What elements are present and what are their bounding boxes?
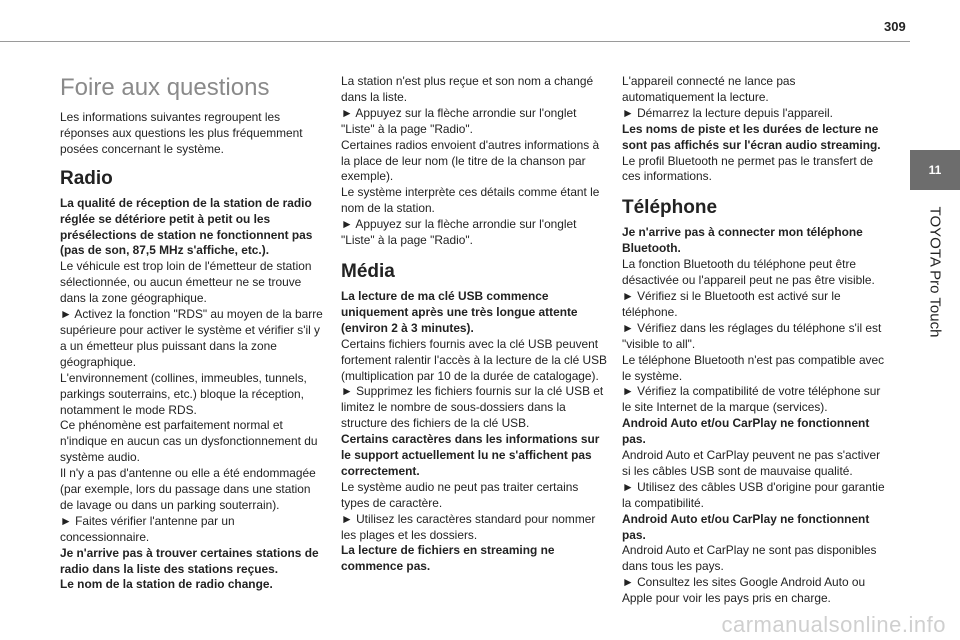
- answer-text: Le téléphone Bluetooth n'est pas compatible avec le système.: [622, 352, 885, 383]
- column-1: [60, 74, 325, 593]
- action-step: ► Utilisez des câbles USB d'origine pour garantie la compatibilité.: [622, 479, 885, 510]
- answer-text: Le véhicule est trop loin de l'émetteur de station sélectionnée, ou aucun émetteur ne se trouve dans la zone géographique.: [60, 259, 312, 306]
- answer-text: Le système interprète ces détails comme étant le nom de la station.: [341, 185, 600, 216]
- answer-text: La fonction Bluetooth du téléphone peut être désactivée ou l'appareil peut ne pas être visible.: [622, 257, 875, 288]
- answer-text: Ce phénomène est parfaitement normal et n'indique en aucun cas un dysfonctionnement du système audio.: [60, 418, 318, 465]
- header-divider: [0, 41, 910, 42]
- action-step: ► Vérifiez la compatibilité de votre téléphone sur le site Internet de la marque (services).: [622, 384, 881, 415]
- action-step: ► Vérifiez dans les réglages du téléphone s'il est "visible to all".: [622, 320, 882, 351]
- question: La qualité de réception de la station de radio réglée se détériore petit à petit ou les présélections de station ne fonctionnent pas (pas de son, 87,5 MHz s'affiche, etc.).: [60, 195, 313, 258]
- answer-text: Certains fichiers fournis avec la clé USB peuvent fortement ralentir l'accès à la lecture de la clé USB (multiplication par 10 de la durée de catalogage).: [341, 336, 607, 383]
- chapter-label: TOYOTA Pro Touch: [926, 206, 944, 338]
- question: Android Auto et/ou CarPlay ne fonctionnent pas.: [622, 416, 870, 447]
- action-step: ► Consultez les sites Google Android Auto ou Apple pour voir les pays pris en charge.: [622, 575, 866, 606]
- action-step: ► Activez la fonction "RDS" au moyen de la barre supérieure pour activer le système et vérifier s'il y a un émetteur plus puissant dans la zone géographique.: [60, 307, 323, 369]
- answer-text: L'appareil connecté ne lance pas automatiquement la lecture.: [622, 74, 796, 104]
- answer-text: Le profil Bluetooth ne permet pas le transfert de ces informations.: [622, 153, 874, 184]
- action-step: ► Supprimez les fichiers fournis sur la clé USB et limitez le nombre de sous-dossiers dans la structure des fichiers de la clé USB.: [341, 384, 604, 431]
- section-heading-telephone: Téléphone: [622, 197, 718, 219]
- question: Je n'arrive pas à trouver certaines stations de radio dans la liste des stations reçues.: [60, 545, 319, 576]
- section-heading-media: Média: [341, 260, 395, 282]
- section-heading-radio: Radio: [60, 167, 113, 189]
- question: Les noms de piste et les durées de lecture ne sont pas affichés sur l'écran audio streaming.: [622, 121, 881, 152]
- question: La lecture de fichiers en streaming ne commence pas.: [341, 543, 555, 574]
- answer-text: La station n'est plus reçue et son nom a changé dans la liste.: [341, 74, 594, 104]
- answer-text: Il n'y a pas d'antenne ou elle a été endommagée (par exemple, lors du passage dans une station de lavage ou dans un parking souterrain).: [60, 466, 316, 512]
- question: Android Auto et/ou CarPlay ne fonctionnent pas.: [622, 511, 870, 542]
- action-step: ► Faites vérifier l'antenne par un concessionnaire.: [60, 513, 235, 544]
- chapter-tab: 11: [910, 150, 960, 190]
- intro-paragraph: Les informations suivantes regroupent les réponses aux questions les plus fréquemment posées concernant le système.: [60, 110, 303, 156]
- action-step: ► Démarrez la lecture depuis l'appareil.: [622, 105, 833, 120]
- watermark: carmanualsonline.info: [721, 612, 946, 637]
- action-step: ► Appuyez sur la flèche arrondie sur l'onglet "Liste" à la page "Radio".: [341, 217, 577, 248]
- question: La lecture de ma clé USB commence uniquement après une très longue attente (environ 2 à 3 minutes).: [341, 288, 578, 335]
- answer-text: Android Auto et CarPlay ne sont pas disponibles dans tous les pays.: [622, 543, 877, 574]
- answer-text: Certaines radios envoient d'autres informations à la place de leur nom (le titre de la chanson par exemple).: [341, 137, 600, 184]
- action-step: ► Vérifiez si le Bluetooth est activé sur le téléphone.: [622, 288, 841, 319]
- question: Je n'arrive pas à connecter mon téléphone Bluetooth.: [622, 225, 863, 256]
- question: Certains caractères dans les informations sur le support actuellement lu ne s'affichent pas correctement.: [341, 432, 600, 478]
- answer-text: Android Auto et CarPlay peuvent ne pas s'activer si les câbles USB sont de mauvaise qualité.: [622, 448, 881, 478]
- page-number: 309: [884, 19, 906, 34]
- answer-text: Le système audio ne peut pas traiter certains types de caractère.: [341, 479, 579, 510]
- column-2: [341, 74, 609, 575]
- action-step: ► Appuyez sur la flèche arrondie sur l'onglet "Liste" à la page "Radio".: [341, 105, 577, 136]
- page-title: Foire aux questions: [60, 74, 270, 101]
- answer-text: L'environnement (collines, immeubles, tunnels, parkings souterrains, etc.) bloque la réception, notamment le mode RDS.: [60, 370, 307, 417]
- column-3: [622, 74, 890, 607]
- action-step: ► Utilisez les caractères standard pour nommer les plages et les dossiers.: [341, 511, 596, 542]
- question: Le nom de la station de radio change.: [60, 577, 273, 592]
